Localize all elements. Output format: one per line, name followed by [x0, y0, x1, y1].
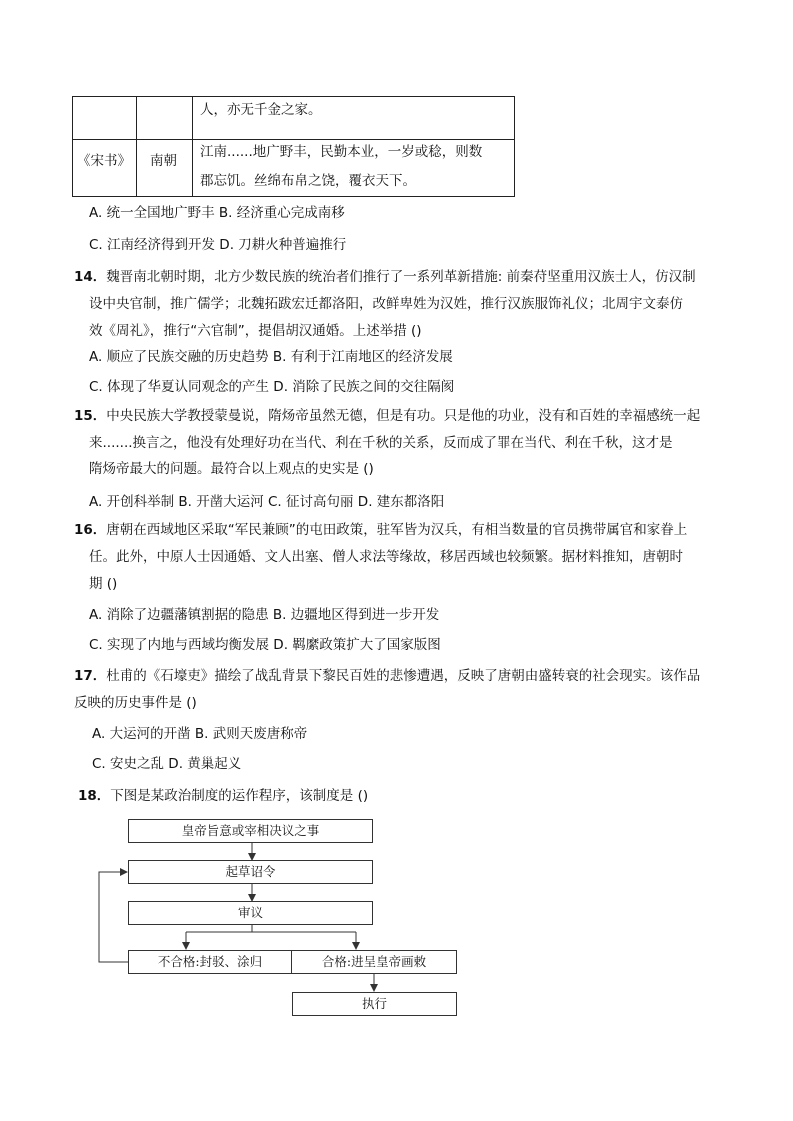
- table-cell-book: 《宋书》: [77, 153, 131, 169]
- question-text: 效《周礼》，推行“六官制”，提倡胡汉通婚。上述举措 (): [89, 323, 422, 339]
- flow-box-review: 审议: [128, 901, 373, 925]
- question-text: 唐朝在西域地区采取“军民兼顾”的屯田政策，驻军皆为汉兵，有相当数量的官员携带属官和家眷上: [106, 522, 688, 538]
- question-number: 15．: [74, 408, 107, 424]
- question-number: 14．: [74, 269, 107, 285]
- question-text: 任。此外，中原人士因通婚、文人出塞、僧人求法等缘故，移居西域也较频繁。据材料推知，唐朝时: [89, 549, 683, 565]
- question-number: 18．: [78, 788, 111, 804]
- flow-box-rejected: 不合格:封驳、涂归: [128, 950, 292, 974]
- q17-options: C. 安史之乱 D. 黄巢起义: [92, 756, 242, 772]
- question-text: 来.......换言之，他没有处理好功在当代、利在千秋的关系，反而成了罪在当代、利在千秋，这才是: [89, 435, 673, 451]
- question-text: 杜甫的《石壕吏》描绘了战乱背景下黎民百姓的悲惨遭遇，反映了唐朝由盛转衰的社会现实。该作品: [106, 668, 701, 684]
- question-text: 魏晋南北朝时期，北方少数民族的统治者们推行了一系列革新措施: 前秦苻坚重用汉族士人，仿汉制: [106, 269, 696, 285]
- question-number: 17．: [74, 668, 107, 684]
- question-text: 期 (): [89, 576, 118, 592]
- q16-options: A. 消除了边疆藩镇割据的隐患 B. 边疆地区得到进一步开发: [89, 607, 440, 623]
- question-text: 中央民族大学教授蒙曼说，隋炀帝虽然无德，但是有功。只是他的功业，没有和百姓的幸福感统一起: [106, 408, 701, 424]
- flow-box-approved: 合格:进呈皇帝画敕: [291, 950, 457, 974]
- flow-box-decision: 皇帝旨意或宰相决议之事: [128, 819, 373, 843]
- q13-options: C. 江南经济得到开发 D. 刀耕火种普遍推行: [89, 237, 347, 253]
- table-cell-text: 江南......地广野丰，民勤本业，一岁或稔，则数: [200, 144, 483, 160]
- question-text: 下图是某政治制度的运作程序，该制度是 (): [110, 788, 369, 804]
- question-text: 隋炀帝最大的问题。最符合以上观点的史实是 (): [89, 461, 374, 477]
- q14-options: A. 顺应了民族交融的历史趋势 B. 有利于江南地区的经济发展: [89, 349, 453, 365]
- question-text: 反映的历史事件是 (): [74, 695, 197, 711]
- flow-box-draft: 起草诏令: [128, 860, 373, 884]
- question-number: 16．: [74, 522, 107, 538]
- q17-options: A. 大运河的开凿 B. 武则天废唐称帝: [92, 726, 308, 742]
- q13-options: A. 统一全国地广野丰 B. 经济重心完成南移: [89, 205, 345, 221]
- question-text: 设中央官制，推广儒学；北魏拓跋宏迁都洛阳，改鲜卑姓为汉姓，推行汉族服饰礼仪；北周宇文泰仿: [89, 296, 683, 312]
- q14-options: C. 体现了华夏认同观念的产生 D. 消除了民族之间的交往隔阂: [89, 379, 455, 395]
- q15-options: A. 开创科举制 B. 开凿大运河 C. 征讨高句丽 D. 建东都洛阳: [89, 494, 445, 510]
- q16-options: C. 实现了内地与西域均衡发展 D. 羁縻政策扩大了国家版图: [89, 637, 441, 653]
- flow-box-execute: 执行: [292, 992, 457, 1016]
- table-cell-text: 人，亦无千金之家。: [200, 102, 322, 118]
- table-cell-dynasty: 南朝: [150, 153, 177, 169]
- flow-feedback-arrow: [99, 872, 128, 962]
- table-cell-text: 郡忘饥。丝绵布帛之饶，覆衣天下。: [200, 173, 416, 189]
